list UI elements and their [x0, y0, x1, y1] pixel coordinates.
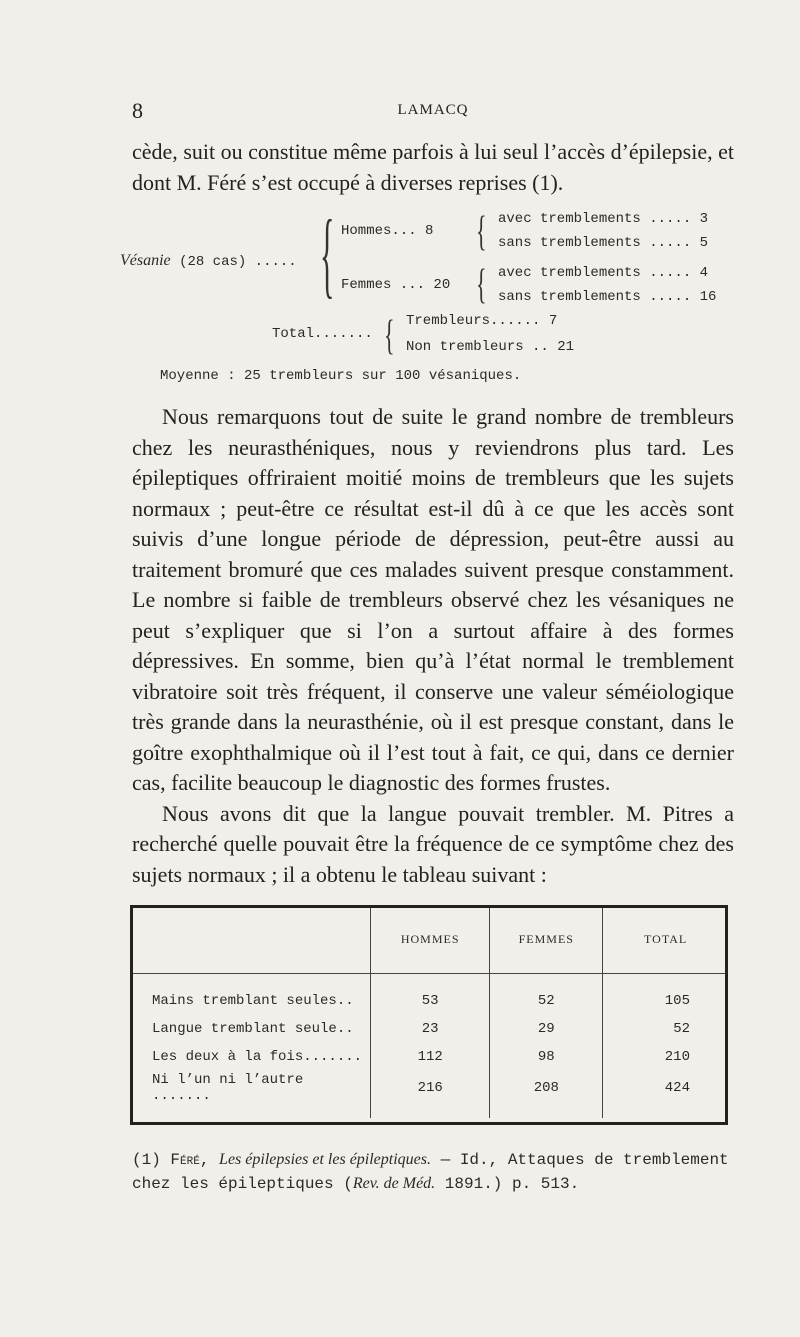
femmes-avec: avec tremblements ..... 4 — [498, 265, 709, 281]
table-header-row — [130, 905, 728, 974]
paragraph-intro — [132, 137, 734, 198]
paragraph-text: cède, suit ou constitue même parfois à lui seul l’accès d’épilepsie, et dont M. Féré s’est occupé à diverses reprises (1). — [132, 139, 734, 195]
footnote-title: Les épilepsies et les épileptiques. — [219, 1151, 431, 1168]
vesanie-label — [120, 252, 297, 270]
footnote-journal: Rev. de Méd. — [352, 1175, 436, 1192]
total-label: Total....... — [272, 326, 373, 342]
cell-femmes: 29 — [490, 1015, 603, 1043]
cell-femmes: 98 — [490, 1043, 603, 1071]
cell-hommes: 23 — [371, 1015, 490, 1043]
cell-hommes: 216 — [371, 1071, 490, 1118]
vesanie-count: (28 cas) ..... — [179, 254, 297, 270]
footnote-author: Féré, — [170, 1151, 210, 1169]
non-trembleurs: Non trembleurs .. 21 — [406, 339, 575, 355]
running-head: LAMACQ — [397, 102, 469, 118]
trembleurs: Trembleurs...... 7 — [406, 313, 558, 329]
header-hommes: HOMMES — [371, 905, 490, 974]
femmes-sans: sans tremblements ..... 16 — [498, 289, 717, 305]
row-label: Mains tremblant seules.. — [152, 993, 354, 1009]
header-total: TOTAL — [603, 905, 728, 974]
row-label: Ni l’un ni l’autre ....... — [152, 1072, 304, 1104]
footnote-rest: — Id., Attaques de tremblement chez les épileptiques ( — [132, 1151, 729, 1193]
hommes-label: Hommes... 8 — [341, 223, 434, 239]
row-label: Langue tremblant seule.. — [152, 1021, 354, 1037]
pitres-table — [130, 905, 728, 1125]
brace-hommes: { — [476, 207, 487, 255]
cell-hommes: 112 — [371, 1043, 490, 1071]
footnote — [132, 1148, 734, 1196]
moyenne: Moyenne : 25 trembleurs sur 100 vésaniques. — [160, 368, 522, 384]
data-table — [130, 905, 728, 1118]
cell-total: 105 — [603, 974, 728, 1016]
row-label: Les deux à la fois....... — [152, 1049, 363, 1065]
table-row — [130, 1015, 728, 1043]
paragraph-main — [132, 402, 734, 890]
hommes-avec: avec tremblements ..... 3 — [498, 211, 709, 227]
paragraph-langue: Nous avons dit que la langue pouvait trembler. M. Pitres a recherché quelle pouvait être la fréquence de ce symptôme chez des sujets normaux ; il a obtenu le tableau suivant : — [132, 800, 734, 887]
vesanie-statistics — [120, 205, 740, 385]
cell-total: 424 — [603, 1071, 728, 1118]
cell-femmes: 52 — [490, 974, 603, 1016]
vesanie-label-text: Vésanie — [120, 252, 171, 269]
cell-femmes: 208 — [490, 1071, 603, 1118]
header-blank — [130, 905, 371, 974]
table-row — [130, 1043, 728, 1071]
femmes-label: Femmes ... 20 — [341, 277, 451, 293]
cell-total: 210 — [603, 1043, 728, 1071]
brace-left: { — [320, 203, 335, 309]
brace-femmes: { — [476, 260, 487, 308]
paragraph-discussion: Nous remarquons tout de suite le grand nombre de trembleurs chez les neurasthéniques, nous y reviendrons plus tard. Les épileptiques offriraient moitié moins de trembleurs que les sujets normaux ; peut-être ce résultat est-il dû à ce que les accès sont suivis d’une longue période de dépression, peut-être aussi au traitement bromuré que ces malades suivent presque constamment. Le nombre si faible de trembleurs observé chez les vésaniques ne peut s’expliquer que si l’on a surtout affaire à des formes dépressives. En somme, bien qu’à l’état normal le tremblement vibratoire soit très fréquent, il conserve une valeur séméiologique très grande dans la neurasthénie, où il est presque constant, dans le goître exophthalmique où il l’est tout à fait, ce qui, dans ce dernier cas, facilite beaucoup le diagnostic des formes frustes. — [132, 404, 734, 795]
table-row — [130, 1071, 728, 1118]
table-row — [130, 974, 728, 1016]
hommes-sans: sans tremblements ..... 5 — [498, 235, 709, 251]
cell-hommes: 53 — [371, 974, 490, 1016]
footnote-mark: (1) — [132, 1151, 161, 1169]
page-header — [132, 98, 734, 126]
footnote-end: 1891.) p. 513. — [444, 1175, 580, 1193]
cell-total: 52 — [603, 1015, 728, 1043]
header-femmes: FEMMES — [490, 905, 603, 974]
page-number: 8 — [132, 98, 143, 123]
brace-total: { — [384, 311, 395, 359]
